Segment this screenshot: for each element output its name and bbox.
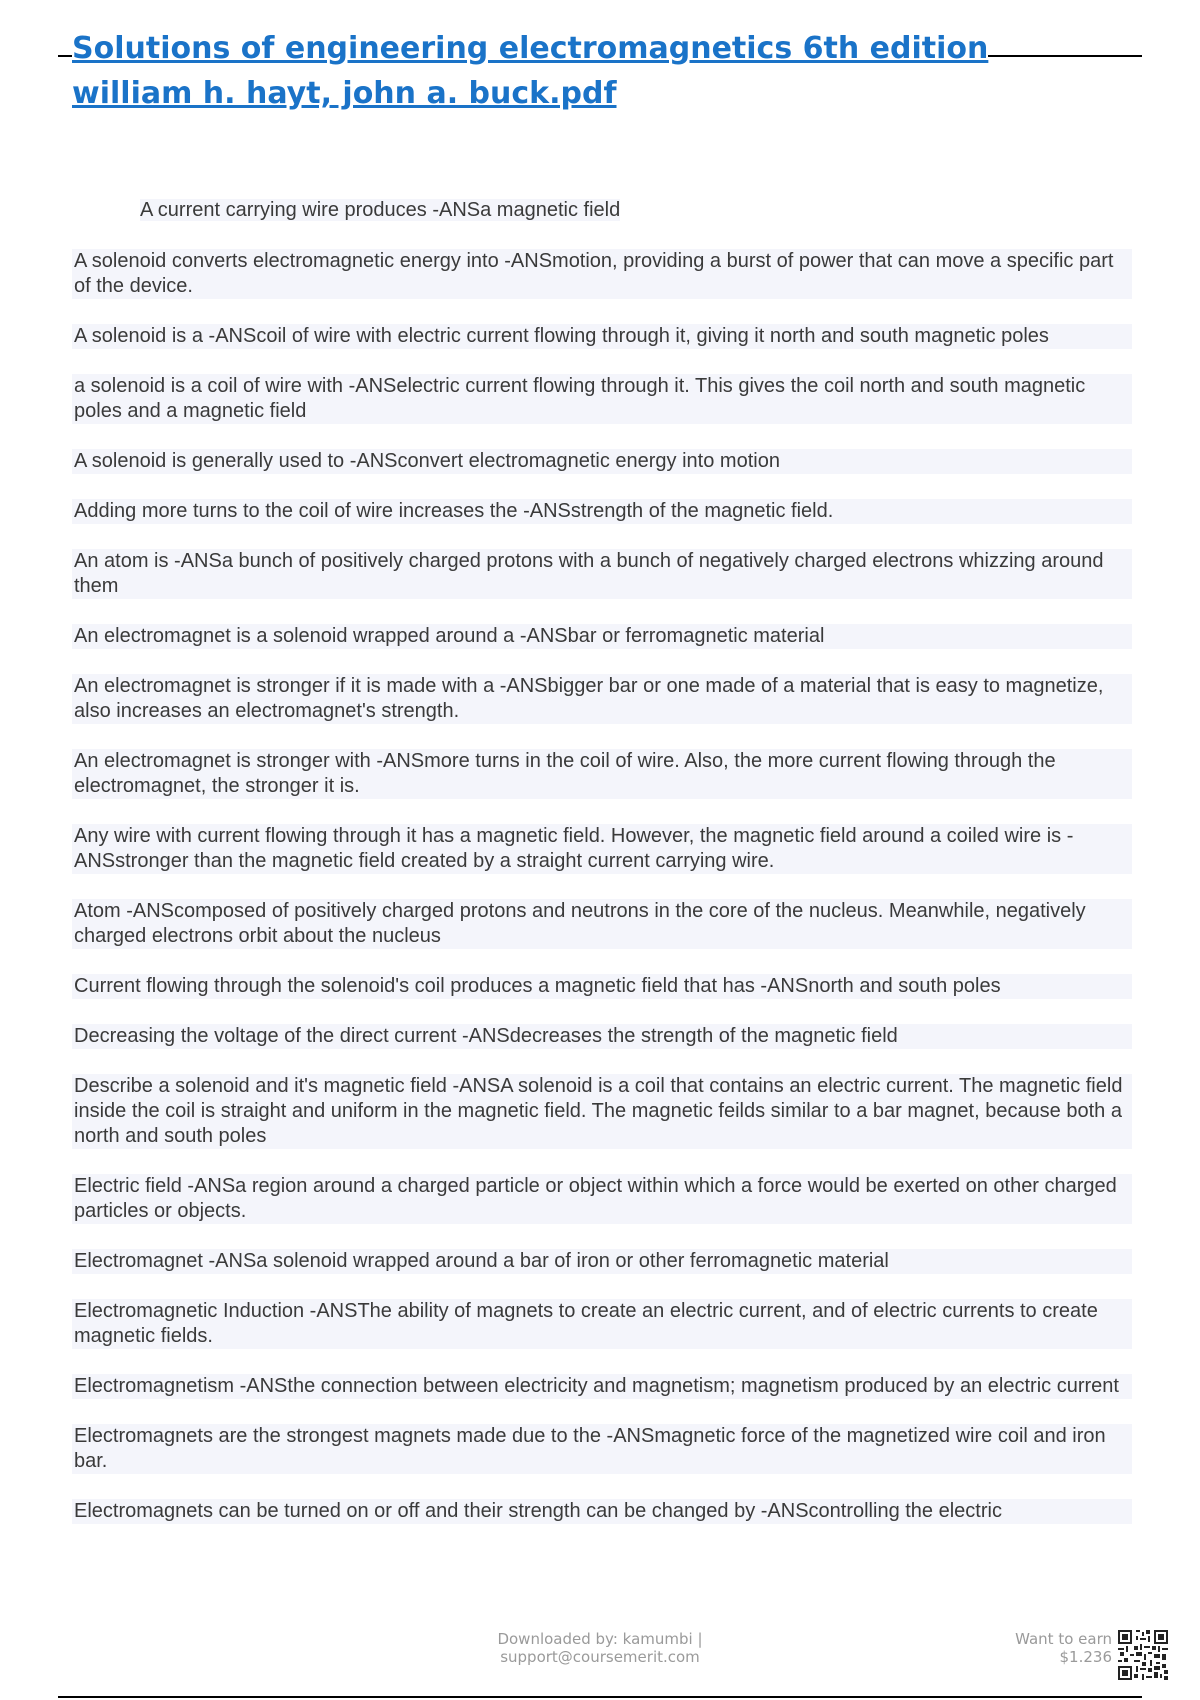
qa-item: Adding more turns to the coil of wire increases the -ANSstrength of the magnetic field. xyxy=(72,499,1132,524)
qa-item: An electromagnet is stronger if it is made with a -ANSbigger bar or one made of a material that is easy to magnetize, also increases an electromagnet's strength. xyxy=(72,674,1132,724)
qa-item: An electromagnet is stronger with -ANSmore turns in the coil of wire. Also, the more current flowing through the electromagnet, the stronger it is. xyxy=(72,749,1132,799)
earn-promo-amount: $1.236 xyxy=(1059,1648,1112,1666)
qa-item: Electric field -ANSa region around a charged particle or object within which a force would be exerted on other charged particles or objects. xyxy=(72,1174,1132,1224)
qa-item: An electromagnet is a solenoid wrapped around a -ANSbar or ferromagnetic material xyxy=(72,624,1132,649)
qa-item: A current carrying wire produces -ANSa magnetic field xyxy=(72,198,1132,223)
qa-item: Any wire with current flowing through it has a magnetic field. However, the magnetic field around a coiled wire is -ANSstronger than the magnetic field created by a straight current carrying wire. xyxy=(72,824,1132,874)
qr-code-icon[interactable] xyxy=(1118,1630,1168,1680)
title-line-2: william h. hayt, john a. buck.pdf xyxy=(72,76,617,111)
qa-item: An atom is -ANSa bunch of positively charged protons with a bunch of negatively charged electrons whizzing around them xyxy=(72,549,1132,599)
support-email-link[interactable]: support@coursemerit.com xyxy=(500,1648,700,1666)
qa-item: Electromagnets can be turned on or off and their strength can be changed by -ANScontrolling the electric xyxy=(72,1499,1132,1524)
downloaded-by-text: Downloaded by: kamumbi | xyxy=(497,1630,703,1648)
title-line-1: Solutions of engineering electromagnetics 6th edition xyxy=(72,31,989,66)
qa-item: a solenoid is a coil of wire with -ANSelectric current flowing through it. This gives the coil north and south magnetic poles and a magnetic field xyxy=(72,374,1132,424)
qa-item: Electromagnetism -ANSthe connection between electricity and magnetism; magnetism produced by an electric current xyxy=(72,1374,1132,1399)
qa-list xyxy=(72,198,1132,1549)
qa-item: A solenoid converts electromagnetic energy into -ANSmotion, providing a burst of power that can move a specific part of the device. xyxy=(72,249,1132,299)
qa-item: Electromagnetic Induction -ANSThe ability of magnets to create an electric current, and of electric currents to create magnetic fields. xyxy=(72,1299,1132,1349)
download-notice xyxy=(470,1630,730,1666)
qa-item: A solenoid is generally used to -ANSconvert electromagnetic energy into motion xyxy=(72,449,1132,474)
earn-promo-line-1: Want to earn xyxy=(1015,1630,1112,1648)
qa-item: Decreasing the voltage of the direct current -ANSdecreases the strength of the magnetic field xyxy=(72,1024,1132,1049)
qa-item: Electromagnets are the strongest magnets made due to the -ANSmagnetic force of the magnetized wire coil and iron bar. xyxy=(72,1424,1132,1474)
qa-item: Atom -ANScomposed of positively charged protons and neutrons in the core of the nucleus. Meanwhile, negatively charged electrons orbit about the nucleus xyxy=(72,899,1132,949)
qa-item: Electromagnet -ANSa solenoid wrapped around a bar of iron or other ferromagnetic material xyxy=(72,1249,1132,1274)
qa-item: Current flowing through the solenoid's coil produces a magnetic field that has -ANSnorth and south poles xyxy=(72,974,1132,999)
qa-item: Describe a solenoid and it's magnetic field -ANSA solenoid is a coil that contains an electric current. The magnetic field inside the coil is straight and uniform in the magnetic field. The magnetic feilds similar to a bar magnet, because both a north and south poles xyxy=(72,1074,1132,1149)
footer-divider xyxy=(58,1696,1142,1698)
qa-item: A solenoid is a -ANScoil of wire with electric current flowing through it, giving it north and south magnetic poles xyxy=(72,324,1132,349)
earn-promo[interactable] xyxy=(952,1630,1112,1666)
document-title-link[interactable] xyxy=(72,26,1052,116)
